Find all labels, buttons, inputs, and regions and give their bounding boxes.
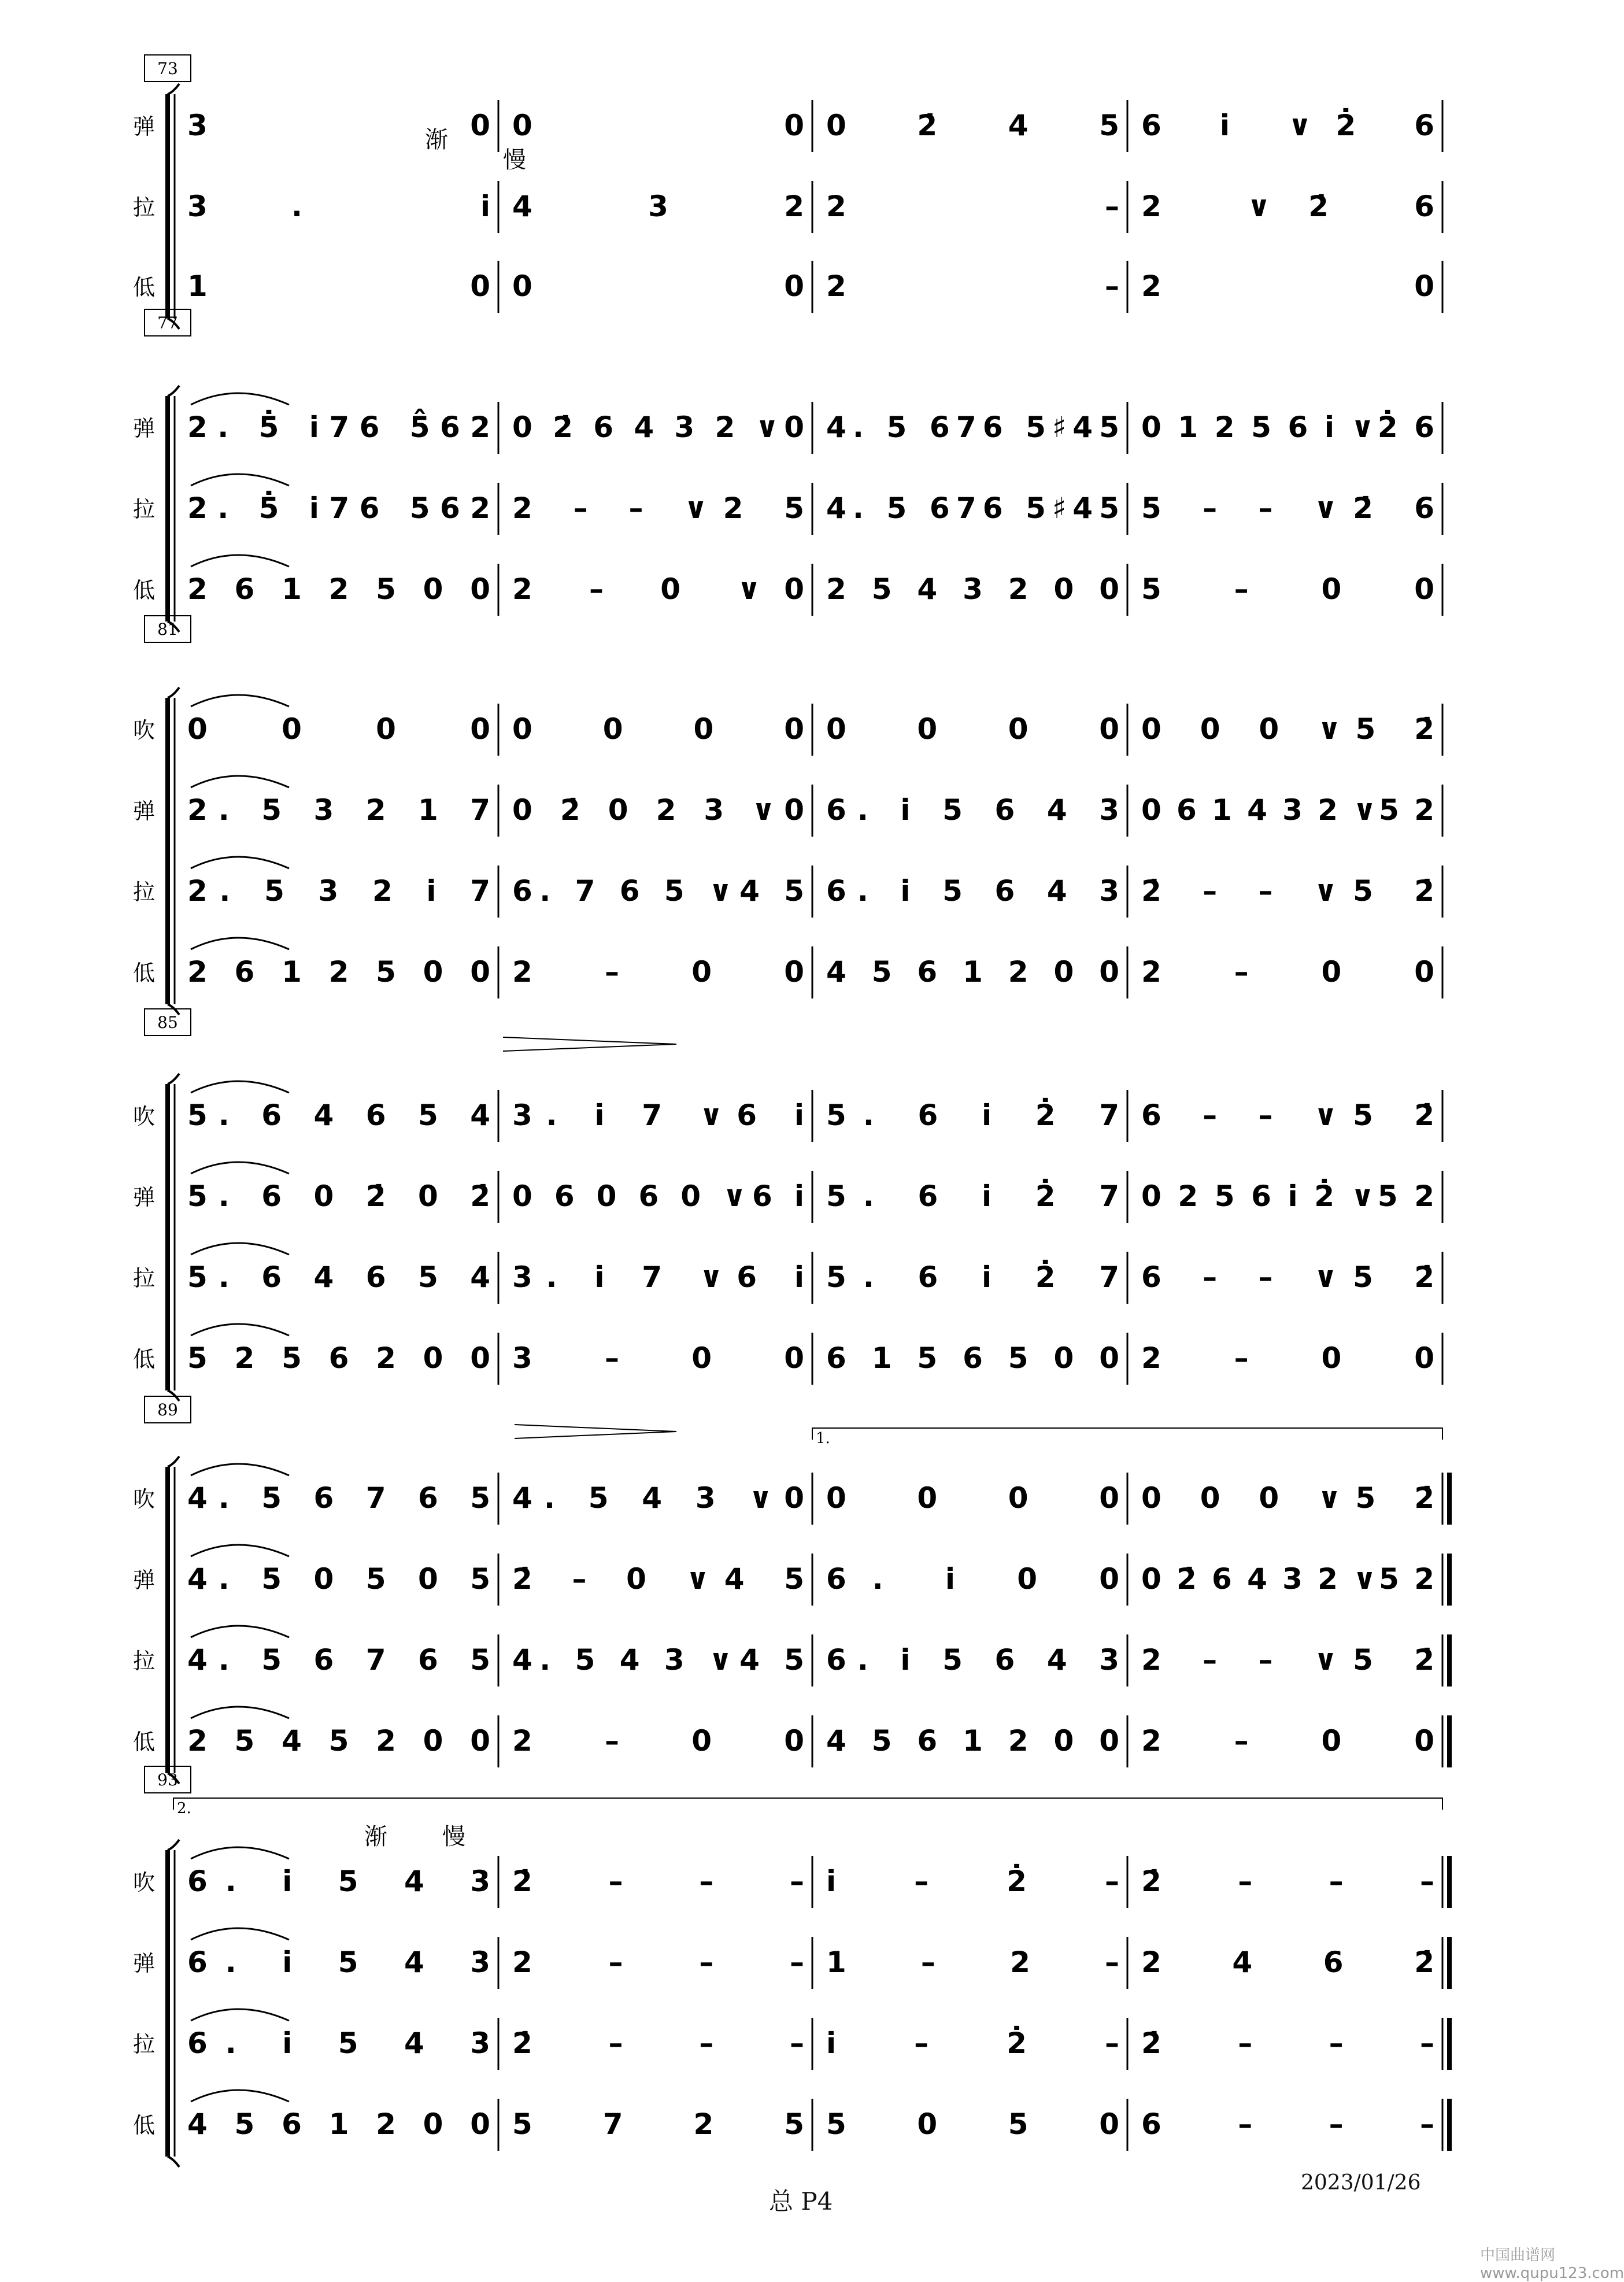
measure-notes: 3 0: [187, 109, 490, 142]
instrument-label: 低: [133, 1729, 156, 1755]
measure-notes: 0 2 5 6 i̇ 2̇ ∨5 2: [1141, 1179, 1434, 1213]
measure-notes: 3. i̇: [187, 190, 490, 223]
instrument-label: 拉: [133, 195, 156, 220]
measure-notes: 4. 5 676 5♯45: [826, 410, 1119, 444]
measure-number: 93: [157, 1770, 178, 1789]
measure-notes: 4 3 2: [512, 190, 804, 223]
score-system: [133, 1766, 1449, 2167]
measure-notes: 0 0 0 0: [826, 712, 1119, 746]
measure-notes: 0 6 0 6 0 ∨6 i̇: [512, 1179, 804, 1213]
instrument-label: 吹: [133, 1870, 156, 1895]
measure-notes: 5. 6 4 6 5 4: [187, 1099, 490, 1132]
hairpin-marking: [503, 1037, 676, 1051]
measure-notes: 2 – 0 0: [1141, 1341, 1434, 1375]
measure-notes: 4. 5 4 3 ∨4 5: [512, 1643, 804, 1677]
measure-notes: 5. 6 0 2̇ 0 2̇: [187, 1179, 490, 1213]
instrument-label: 低: [133, 1347, 156, 1372]
instrument-label: 拉: [133, 1648, 156, 1674]
measure-notes: i̇ – 2̇ –: [826, 2026, 1119, 2060]
instrument-label: 吹: [133, 1486, 156, 1512]
measure-notes: 4. 5 676 5♯45: [826, 491, 1119, 525]
measure-notes: 5 2 5 6 2 0 0: [187, 1341, 490, 1375]
measure-notes: 0 2̇ 0 2 3 ∨0: [512, 793, 804, 827]
measure-notes: 2 – 0 0: [512, 955, 804, 989]
measure-notes: 0 2̇ 6 4 3 2 ∨0: [512, 410, 804, 444]
measure-notes: 0 0 0 ∨5 2̇: [1141, 1481, 1434, 1515]
measure-notes: 6 – – ∨5 2̇: [1141, 1099, 1434, 1132]
score-system: [133, 1009, 1442, 1401]
measure-notes: 5. 6 i̇ 2̇ 7: [826, 1179, 1119, 1213]
score-system: [133, 55, 1442, 329]
measure-notes: 4 5 6 1 2 0 0: [826, 955, 1119, 989]
instrument-label: 低: [133, 275, 156, 300]
measure-notes: 2. 5 3 2 1 7: [187, 793, 490, 827]
instrument-label: 拉: [133, 497, 156, 522]
instrument-label: 低: [133, 578, 156, 603]
measure-notes: 2 – – ∨2 5: [512, 491, 804, 525]
measure-notes: 5 7 2 5: [512, 2107, 804, 2141]
measure-notes: 6. i̇ 5 6 4 3: [826, 874, 1119, 908]
measure-notes: 0 1 2 5 6 i̇ ∨2̇ 6: [1141, 410, 1434, 444]
measure-notes: 0 2̇ 4 5: [826, 109, 1119, 142]
measure-notes: 5. 6 i̇ 2̇ 7: [826, 1099, 1119, 1132]
page-label: 总 P4: [769, 2187, 833, 2216]
measure-notes: 0 0: [512, 109, 804, 142]
measure-number: 81: [157, 620, 178, 639]
instrument-label: 弹: [133, 798, 156, 824]
measure-notes: 6. i̇ 5 4 3: [187, 1865, 490, 1898]
measure-notes: 2 ∨2̇ 6: [1141, 190, 1434, 223]
measure-notes: 2. 5̇ i̇76 5̂62: [187, 410, 490, 444]
measure-notes: 6 i̇ ∨2̇ 6: [1141, 109, 1434, 142]
measure-notes: 2 5 4 5 2 0 0: [187, 1724, 490, 1758]
volta-1-label: 1.: [816, 1430, 830, 1447]
measure-notes: 2 – – ∨5 2̇: [1141, 1643, 1434, 1677]
measure-notes: 6. 7 6 5 ∨4 5: [512, 874, 804, 908]
tempo-marking-man: 慢: [442, 1824, 465, 1850]
measure-notes: 4. 5 0 5 0 5: [187, 1562, 490, 1596]
measure-notes: 6. i̇ 5 6 4 3: [826, 1643, 1119, 1677]
measure-notes: 2. 5 3 2 i̇ 7: [187, 874, 490, 908]
measure-notes: 2 5 4 3 2 0 0: [826, 572, 1119, 606]
measure-notes: 2 0: [1141, 269, 1434, 303]
measure-notes: 6 – – ∨5 2̇: [1141, 1260, 1434, 1294]
instrument-label: 吹: [133, 1104, 156, 1129]
measure-notes: 2̇ – – –: [1141, 2026, 1434, 2060]
tempo-marking-man: 慢: [503, 147, 526, 173]
measure-notes: 0 0 0 0: [187, 712, 490, 746]
measure-notes: 6 – – –: [1141, 2107, 1434, 2141]
measure-notes: 2̇ – – –: [512, 2026, 804, 2060]
volta-2-label: 2.: [177, 1800, 191, 1817]
measure-notes: 2̇ – 0 ∨4 5: [512, 1562, 804, 1596]
instrument-label: 拉: [133, 879, 156, 905]
measure-notes: 4 5 6 1 2 0 0: [187, 2107, 490, 2141]
score-system: [133, 1396, 1449, 1784]
measure-notes: 0 0: [512, 269, 804, 303]
measure-notes: 6 1 5 6 5 0 0: [826, 1341, 1119, 1375]
measure-notes: 5 – 0 0: [1141, 572, 1434, 606]
tempo-marking-jian: 渐: [425, 127, 448, 153]
measure-notes: 5 – – ∨2̇ 6: [1141, 491, 1434, 525]
score-system: [133, 309, 1442, 632]
measure-notes: 4. 5 4 3 ∨0: [512, 1481, 804, 1515]
measure-notes: 2 – 0 0: [1141, 1724, 1434, 1758]
measure-notes: 2 – 0 0: [1141, 955, 1434, 989]
measure-notes: 5 0 5 0: [826, 2107, 1119, 2141]
measure-notes: 2 – 0 0: [512, 1724, 804, 1758]
score-system: [133, 616, 1442, 1015]
measure-notes: 2 –: [826, 190, 1119, 223]
measure-notes: 1 0: [187, 269, 490, 303]
measure-number: 77: [157, 313, 178, 332]
measure-notes: 2 – – –: [512, 1946, 804, 1979]
measure-notes: 2 –: [826, 269, 1119, 303]
measure-number: 89: [157, 1400, 178, 1419]
instrument-label: 弹: [133, 1951, 156, 1976]
measure-notes: 6. i̇ 0 0: [826, 1562, 1119, 1596]
measure-notes: 2. 5̇ i̇76 562: [187, 491, 490, 525]
measure-number: 85: [157, 1013, 178, 1032]
instrument-label: 吹: [133, 717, 156, 743]
measure-notes: 4 5 6 1 2 0 0: [826, 1724, 1119, 1758]
measure-notes: 2̇ – – –: [512, 1865, 804, 1898]
watermark-logo: 中国曲谱网 www.qupu123.com: [1480, 2247, 1624, 2282]
measure-notes: 2 – 0 ∨0: [512, 572, 804, 606]
measure-notes: 1 – 2 –: [826, 1946, 1119, 1979]
measure-notes: 5. 6 i̇ 2̇ 7: [826, 1260, 1119, 1294]
page-date: 2023/01/26: [1301, 2171, 1421, 2195]
tempo-marking-jian: 渐: [364, 1824, 387, 1850]
instrument-label: 低: [133, 2113, 156, 2138]
measure-notes: 2 4 6 2̇: [1141, 1946, 1434, 1979]
measure-notes: 4. 5 6 7 6 5: [187, 1643, 490, 1677]
measure-number: 73: [157, 59, 178, 78]
measure-notes: 6. i̇ 5 4 3: [187, 1946, 490, 1979]
instrument-label: 拉: [133, 1266, 156, 1291]
instrument-label: 弹: [133, 1185, 156, 1210]
measure-notes: 6. i̇ 5 4 3: [187, 2026, 490, 2060]
measure-notes: 0 0 0 ∨5 2̇: [1141, 712, 1434, 746]
instrument-label: 弹: [133, 1567, 156, 1593]
measure-notes: 3. i̇ 7 ∨6 i̇: [512, 1260, 804, 1294]
measure-notes: 0 0 0 0: [826, 1481, 1119, 1515]
measure-notes: i̇ – 2̇ –: [826, 1865, 1119, 1898]
measure-notes: 0 2̇ 6 4 3 2 ∨5 2: [1141, 1562, 1434, 1596]
instrument-label: 拉: [133, 2032, 156, 2057]
instrument-label: 低: [133, 960, 156, 986]
measure-notes: 4. 5 6 7 6 5: [187, 1481, 490, 1515]
measure-notes: 2̇ – – –: [1141, 1865, 1434, 1898]
measure-notes: 3. i̇ 7 ∨6 i̇: [512, 1099, 804, 1132]
measure-notes: 2 6 1 2 5 0 0: [187, 572, 490, 606]
hairpin-marking: [515, 1425, 676, 1438]
measure-notes: 0 0 0 0: [512, 712, 804, 746]
measure-notes: 5. 6 4 6 5 4: [187, 1260, 490, 1294]
measure-notes: 2 6 1 2 5 0 0: [187, 955, 490, 989]
measure-notes: 6. i̇ 5 6 4 3: [826, 793, 1119, 827]
measure-notes: 3 – 0 0: [512, 1341, 804, 1375]
measure-notes: 2̇ – – ∨5 2̇: [1141, 874, 1434, 908]
measure-notes: 0 6 1 4 3 2 ∨5 2: [1141, 793, 1434, 827]
instrument-label: 弹: [133, 416, 156, 441]
instrument-label: 弹: [133, 114, 156, 139]
